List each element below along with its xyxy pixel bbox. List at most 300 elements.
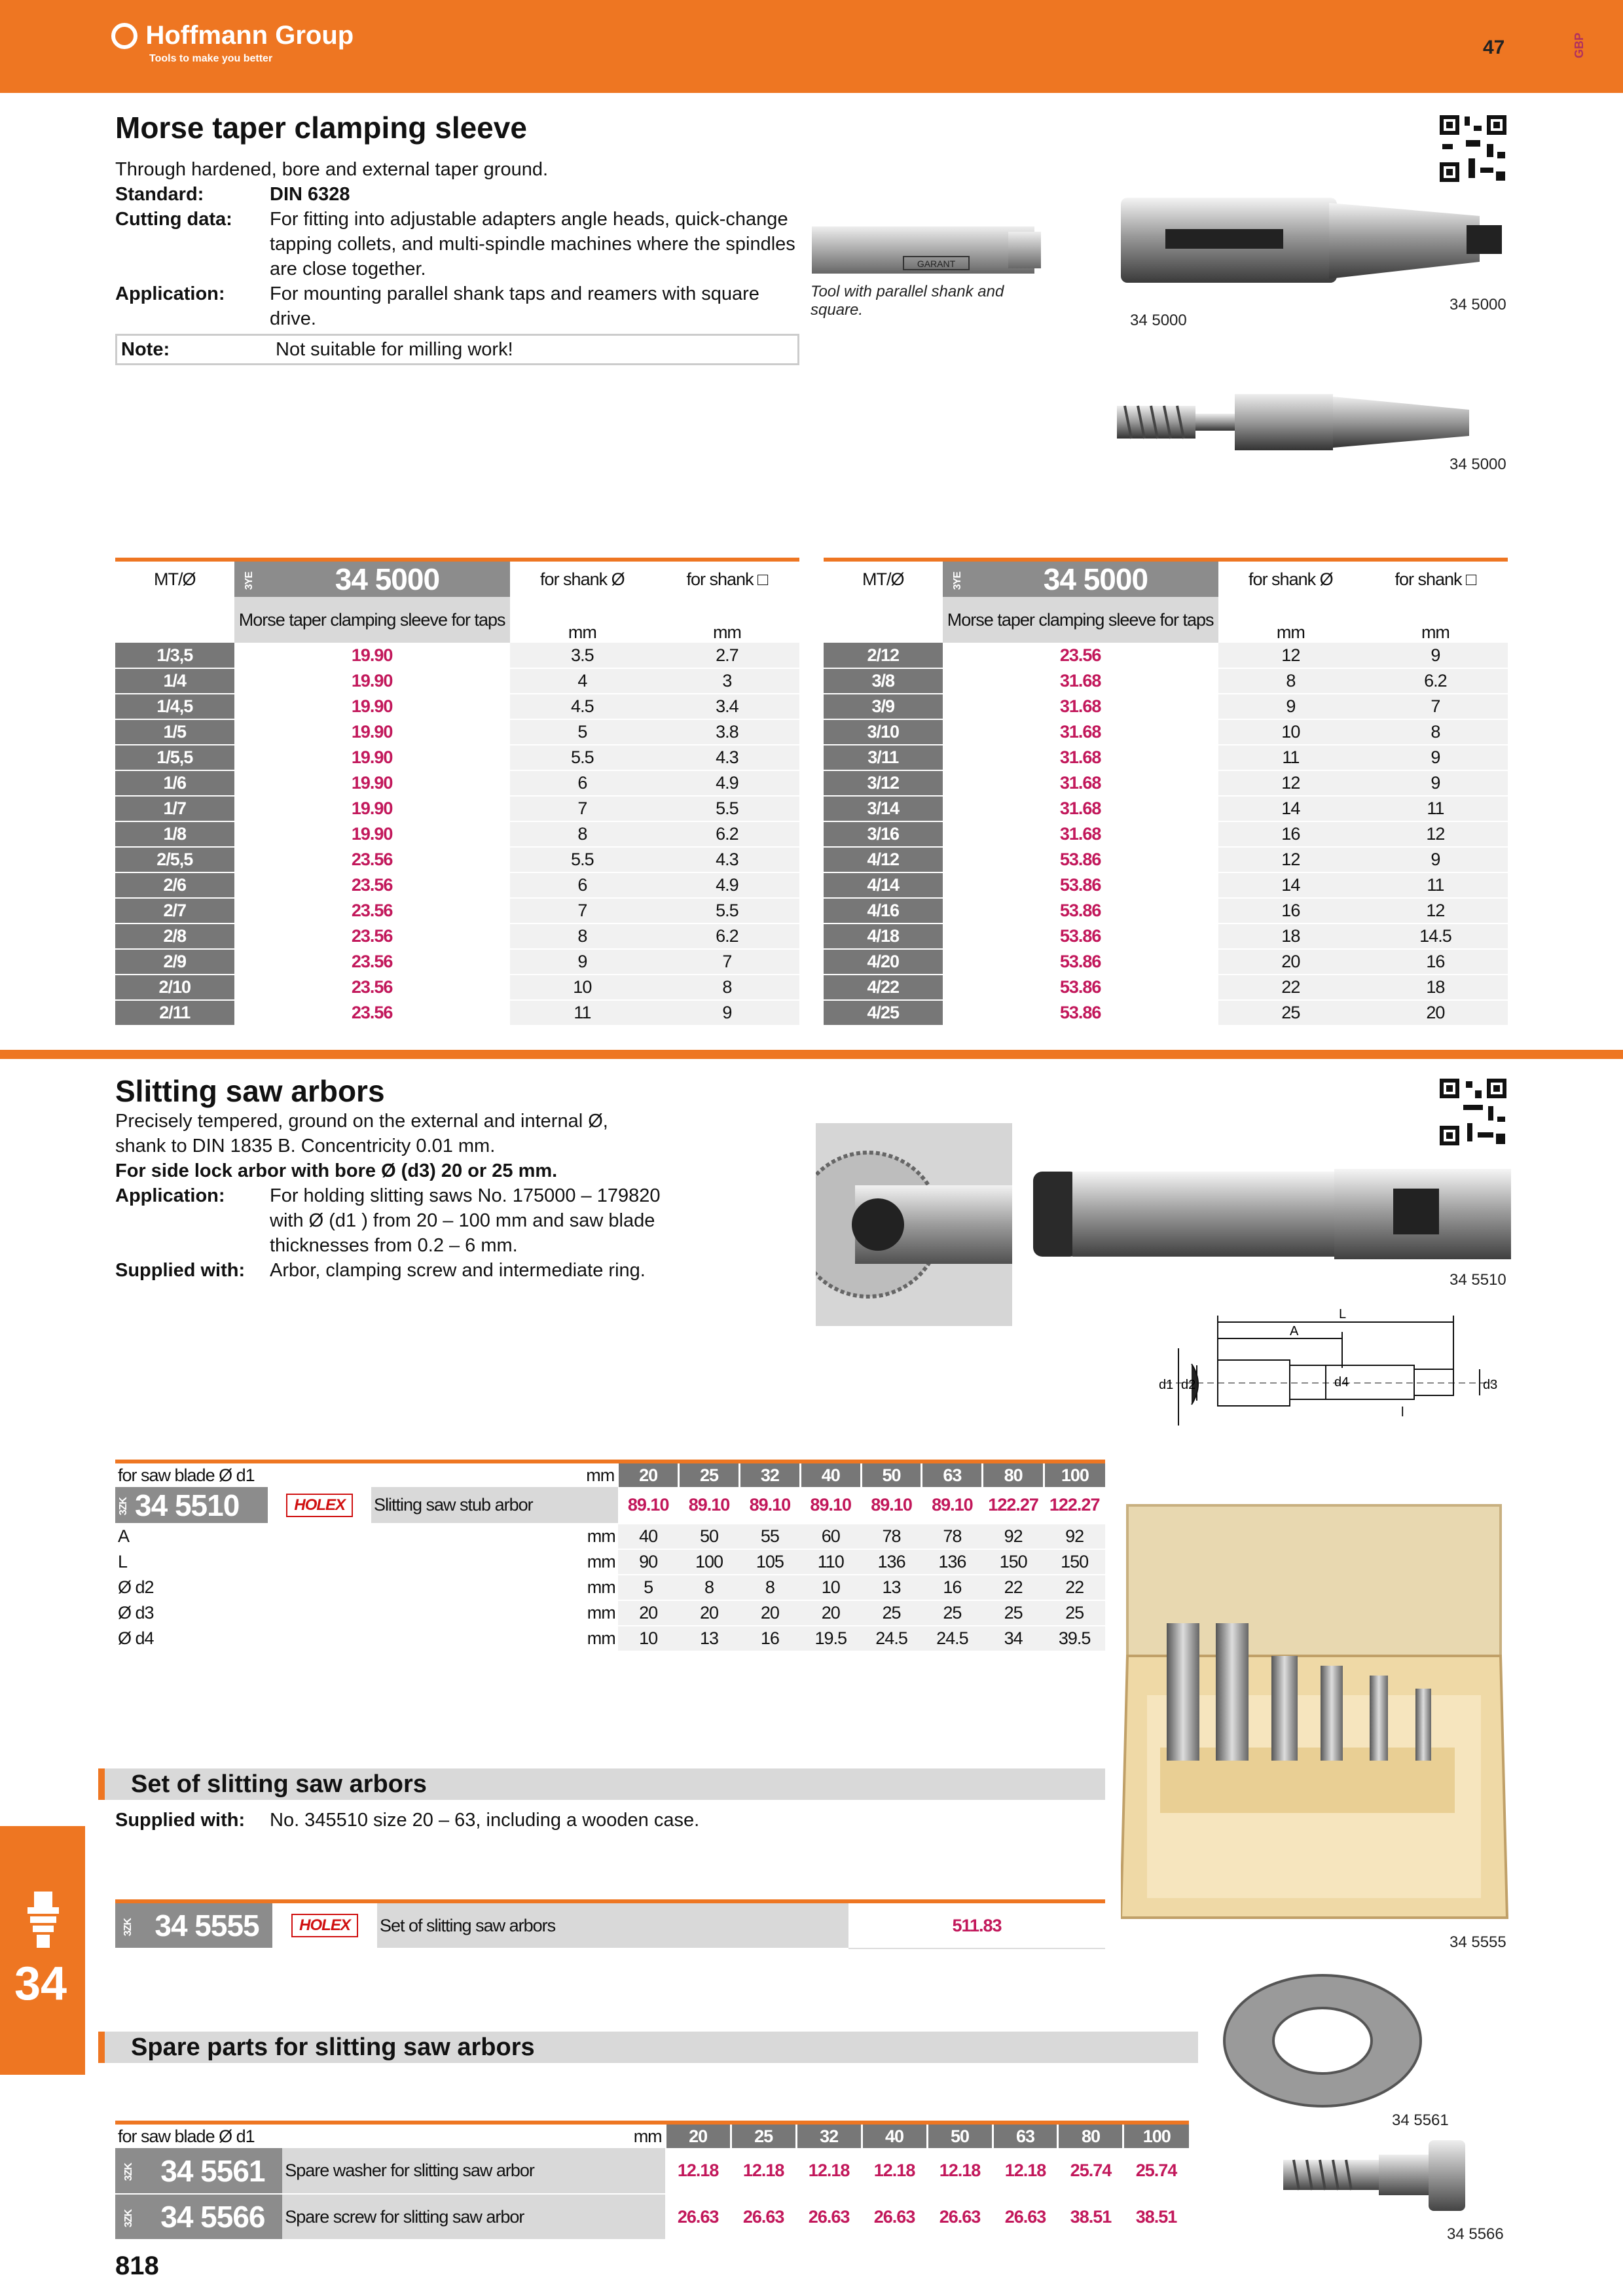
dimension-row	[115, 1575, 1105, 1600]
chapter-tab[interactable]	[0, 1826, 85, 2075]
morse-row	[115, 668, 799, 694]
shank-diameter: 18	[1218, 924, 1363, 949]
dimension-row	[115, 1626, 1105, 1651]
shank-diameter: 9	[1218, 694, 1363, 719]
morse-row	[115, 745, 799, 770]
price: 31.68	[943, 770, 1218, 796]
shank-square: 3.8	[655, 719, 799, 745]
saw-blade-diameter-label: for saw blade Ø d1	[118, 1465, 255, 1485]
price: 38.51	[1058, 2194, 1123, 2240]
dimension-value: 55	[739, 1524, 800, 1549]
shank-diameter: 11	[1218, 745, 1363, 770]
unit-mm: mm	[633, 2126, 662, 2146]
shank-square: 16	[1363, 949, 1508, 975]
image-code-sleeve-a: 34 5000	[1130, 312, 1187, 329]
dimension-value: 5	[618, 1575, 679, 1600]
section-title-slitting: Slitting saw arbors	[115, 1074, 385, 1108]
mt-size: 4/22	[824, 975, 943, 1000]
section-title-set: Set of slitting saw arbors	[98, 1768, 1105, 1800]
set-price: 511.83	[848, 1901, 1105, 1948]
mt-size: 1/6	[115, 770, 234, 796]
shank-square: 20	[1363, 1000, 1508, 1026]
dimension-row	[115, 1549, 1105, 1575]
dimension-value: 92	[983, 1524, 1044, 1549]
footer-page-number: 818	[115, 2251, 159, 2280]
header-bar	[0, 0, 1623, 93]
mt-size: 4/20	[824, 949, 943, 975]
set-description	[115, 1808, 835, 1833]
mt-size: 3/14	[824, 796, 943, 821]
morse-row	[115, 847, 799, 872]
mt-size: 1/5	[115, 719, 234, 745]
shank-square: 14.5	[1363, 924, 1508, 949]
price: 31.68	[943, 694, 1218, 719]
shank-diameter: 12	[1218, 770, 1363, 796]
dimension-value: 39.5	[1044, 1626, 1105, 1651]
dimension-value: 24.5	[861, 1626, 922, 1651]
price: 19.90	[234, 668, 510, 694]
dimension-value: 22	[983, 1575, 1044, 1600]
morse-table-right	[824, 558, 1508, 1026]
mt-size: 4/12	[824, 847, 943, 872]
morse-row	[115, 949, 799, 975]
price: 19.90	[234, 821, 510, 847]
value-application: For mounting parallel shank taps and reamers with square drive.	[270, 283, 759, 329]
slitting-bore-note: For side lock arbor with bore Ø (d3) 20 or 25 mm.	[115, 1160, 558, 1181]
image-code-set: 34 5555	[1450, 1933, 1506, 1951]
dimension-value: 20	[800, 1600, 861, 1626]
price: 89.10	[861, 1487, 922, 1524]
shank-diameter: 4	[510, 668, 655, 694]
price: 31.68	[943, 821, 1218, 847]
mt-size: 1/5,5	[115, 745, 234, 770]
value-note: Not suitable for milling work!	[276, 339, 513, 360]
mt-size: 3/12	[824, 770, 943, 796]
shank-square: 7	[655, 949, 799, 975]
image-code-screw: 34 5566	[1447, 2225, 1504, 2243]
dimension-value: 10	[800, 1575, 861, 1600]
price: 26.63	[796, 2194, 862, 2240]
morse-description	[115, 157, 799, 365]
price: 12.18	[796, 2148, 862, 2194]
image-code-sleeve-b: 34 5000	[1450, 296, 1506, 314]
dimension-A: A	[1290, 1324, 1299, 1338]
brand-tagline: Tools to make you better	[149, 53, 273, 64]
price: 31.68	[943, 719, 1218, 745]
shank-diameter: 12	[1218, 643, 1363, 668]
dimension-value: 136	[922, 1549, 983, 1575]
morse-table-left	[115, 558, 799, 1026]
morse-row	[824, 643, 1508, 668]
shank-square: 3.4	[655, 694, 799, 719]
price: 122.27	[983, 1487, 1044, 1524]
mt-size: 2/10	[115, 975, 234, 1000]
price: 53.86	[943, 847, 1218, 872]
morse-row	[115, 719, 799, 745]
article-code: 3ZK	[123, 2163, 135, 2181]
price: 12.18	[927, 2148, 993, 2194]
morse-row	[824, 745, 1508, 770]
article-number: 34 5000	[973, 560, 1218, 597]
size-50: 50	[861, 1462, 922, 1487]
dimension-value: 8	[679, 1575, 740, 1600]
shank-square: 9	[655, 1000, 799, 1026]
product-name: Spare screw for slitting saw arbor	[282, 2194, 665, 2240]
dimension-value: 25	[1044, 1600, 1105, 1626]
dimension-value: 16	[739, 1626, 800, 1651]
morse-row	[824, 796, 1508, 821]
shank-diameter: 8	[1218, 668, 1363, 694]
mt-size: 1/8	[115, 821, 234, 847]
shank-square: 11	[1363, 796, 1508, 821]
price: 53.86	[943, 898, 1218, 924]
dimension-l: l	[1401, 1405, 1404, 1420]
size-50: 50	[927, 2123, 993, 2148]
mt-size: 4/18	[824, 924, 943, 949]
spare-parts-table	[115, 2121, 1189, 2240]
shank-diameter: 16	[1218, 898, 1363, 924]
dimension-label: Ø d3	[115, 1600, 565, 1626]
size-20: 20	[618, 1462, 679, 1487]
shank-square: 8	[1363, 719, 1508, 745]
price: 53.86	[943, 924, 1218, 949]
dimension-value: 34	[983, 1626, 1044, 1651]
mt-size: 1/3,5	[115, 643, 234, 668]
morse-intro: Through hardened, bore and external taper ground.	[115, 159, 549, 180]
size-32: 32	[739, 1462, 800, 1487]
slitting-intro: Precisely tempered, ground on the external and internal Ø, shank to DIN 1835 B. Concentricity 0.01 mm.	[115, 1111, 608, 1157]
size-25: 25	[731, 2123, 796, 2148]
price: 38.51	[1123, 2194, 1189, 2240]
price: 12.18	[993, 2148, 1058, 2194]
dimension-value: 20	[739, 1600, 800, 1626]
article-code: 3ZK	[118, 1498, 129, 1516]
catalog-page-number: 47	[1483, 37, 1505, 58]
size-40: 40	[862, 2123, 927, 2148]
mt-size: 2/9	[115, 949, 234, 975]
price: 89.10	[739, 1487, 800, 1524]
article-code: 3YE	[951, 571, 963, 590]
shank-square: 4.3	[655, 745, 799, 770]
spare-row	[115, 2148, 1189, 2194]
price: 19.90	[234, 796, 510, 821]
arbor-with-saw-photo	[816, 1123, 1012, 1326]
price: 19.90	[234, 719, 510, 745]
value-supplied: No. 345510 size 20 – 63, including a wooden case.	[270, 1810, 700, 1831]
price: 31.68	[943, 668, 1218, 694]
dimension-label: Ø d2	[115, 1575, 565, 1600]
unit: mm	[565, 1524, 618, 1549]
size-20: 20	[665, 2123, 731, 2148]
price: 26.63	[993, 2194, 1058, 2240]
shank-diameter: 11	[510, 1000, 655, 1026]
morse-row	[824, 949, 1508, 975]
dimension-value: 60	[800, 1524, 861, 1549]
article-number: 34 5566	[143, 2194, 283, 2240]
price: 19.90	[234, 694, 510, 719]
shank-square: 9	[1363, 745, 1508, 770]
price: 53.86	[943, 872, 1218, 898]
article-number-text: 34 5510	[135, 1488, 240, 1522]
morse-row	[115, 898, 799, 924]
value-application: For holding slitting saws No. 175000 – 179820 with Ø (d1 ) from 20 – 100 mm and saw blade thicknesses from 0.2 – 6 mm.	[270, 1185, 661, 1256]
shank-square: 4.3	[655, 847, 799, 872]
qr-code-icon[interactable]	[1437, 113, 1509, 185]
spare-screw-image	[1281, 2136, 1470, 2215]
col-mt: MT/Ø	[154, 569, 196, 589]
morse-row	[824, 847, 1508, 872]
shank-diameter: 12	[1218, 847, 1363, 872]
morse-row	[115, 770, 799, 796]
dimension-label: L	[115, 1549, 565, 1575]
qr-code-icon[interactable]	[1437, 1076, 1509, 1148]
dimension-value: 50	[679, 1524, 740, 1549]
mt-size: 2/7	[115, 898, 234, 924]
shank-square: 5.5	[655, 796, 799, 821]
shank-diameter: 8	[510, 924, 655, 949]
morse-row	[824, 719, 1508, 745]
price: 53.86	[943, 975, 1218, 1000]
saw-blade-diameter-label: for saw blade Ø d1	[118, 2126, 255, 2146]
label-standard: Standard:	[115, 184, 204, 205]
price: 89.10	[618, 1487, 679, 1524]
price: 31.68	[943, 796, 1218, 821]
unit-mm: mm	[712, 622, 741, 642]
unit: mm	[565, 1600, 618, 1626]
dimension-value: 110	[800, 1549, 861, 1575]
price: 122.27	[1044, 1487, 1105, 1524]
chapter-tool-icon	[25, 1892, 62, 1950]
dimension-label: A	[115, 1524, 565, 1549]
article-number	[115, 1487, 268, 1524]
dimension-value: 150	[983, 1549, 1044, 1575]
brand-cell	[268, 1487, 371, 1524]
price: 89.10	[800, 1487, 861, 1524]
shank-diameter: 7	[510, 898, 655, 924]
dimension-row	[115, 1600, 1105, 1626]
shank-diameter: 6	[510, 770, 655, 796]
shank-diameter: 5.5	[510, 847, 655, 872]
mt-size: 1/7	[115, 796, 234, 821]
shank-diameter: 8	[510, 821, 655, 847]
shank-square: 9	[1363, 847, 1508, 872]
morse-row	[115, 975, 799, 1000]
shank-diameter: 7	[510, 796, 655, 821]
image-code-tap: 34 5000	[1450, 456, 1506, 473]
dimension-value: 8	[739, 1575, 800, 1600]
col-mt: MT/Ø	[862, 569, 904, 589]
shank-square: 8	[655, 975, 799, 1000]
slitting-description	[115, 1109, 799, 1283]
article-code: 3YE	[243, 571, 255, 590]
mt-size: 1/4	[115, 668, 234, 694]
dimension-d1: d1	[1159, 1378, 1174, 1392]
shank-square: 6.2	[655, 821, 799, 847]
mt-size: 4/16	[824, 898, 943, 924]
shank-diameter: 6	[510, 872, 655, 898]
article-description: Morse taper clamping sleeve for taps	[234, 597, 510, 643]
dimension-label: Ø d4	[115, 1626, 565, 1651]
price: 31.68	[943, 745, 1218, 770]
morse-row	[824, 821, 1508, 847]
size-32: 32	[796, 2123, 862, 2148]
morse-row	[824, 898, 1508, 924]
slitting-arbor-table	[115, 1460, 1105, 1652]
dimension-value: 10	[618, 1626, 679, 1651]
shank-diameter: 22	[1218, 975, 1363, 1000]
tool-parallel-shank-image	[811, 221, 1046, 280]
tap-in-sleeve-image	[1112, 386, 1478, 458]
mt-size: 3/10	[824, 719, 943, 745]
morse-row	[824, 872, 1508, 898]
price: 53.86	[943, 1000, 1218, 1026]
article-number: 34 5000	[264, 560, 510, 597]
shank-square: 11	[1363, 872, 1508, 898]
dimension-value: 13	[861, 1575, 922, 1600]
article-code: 3ZK	[122, 1918, 134, 1936]
shank-square: 12	[1363, 898, 1508, 924]
dimension-value: 25	[983, 1600, 1044, 1626]
brand-logo[interactable]	[111, 21, 354, 65]
article-row	[115, 1487, 1105, 1524]
dimension-value: 16	[922, 1575, 983, 1600]
morse-row	[115, 694, 799, 719]
price: 12.18	[665, 2148, 731, 2194]
col-shank-diameter: for shank Ø	[540, 569, 625, 589]
morse-row	[115, 872, 799, 898]
mt-size: 4/25	[824, 1000, 943, 1026]
morse-row	[115, 821, 799, 847]
article-number: 34 5561	[143, 2148, 283, 2194]
mt-size: 1/4,5	[115, 694, 234, 719]
price: 89.10	[679, 1487, 740, 1524]
dimension-value: 92	[1044, 1524, 1105, 1549]
mt-size: 2/11	[115, 1000, 234, 1026]
shank-diameter: 10	[1218, 719, 1363, 745]
price: 89.10	[922, 1487, 983, 1524]
dimension-value: 22	[1044, 1575, 1105, 1600]
mt-size: 3/8	[824, 668, 943, 694]
shank-square: 12	[1363, 821, 1508, 847]
morse-row	[824, 924, 1508, 949]
label-application: Application:	[115, 1185, 225, 1206]
size-80: 80	[983, 1462, 1044, 1487]
dimension-value: 19.5	[800, 1626, 861, 1651]
morse-row	[824, 668, 1508, 694]
price: 19.90	[234, 643, 510, 668]
shank-diameter: 10	[510, 975, 655, 1000]
image-code-arbor: 34 5510	[1450, 1271, 1506, 1289]
tool-caption: Tool with parallel shank and square.	[811, 283, 1004, 319]
shank-diameter: 20	[1218, 949, 1363, 975]
morse-row	[115, 924, 799, 949]
dimension-value: 25	[922, 1600, 983, 1626]
col-shank-diameter: for shank Ø	[1249, 569, 1333, 589]
size-40: 40	[800, 1462, 861, 1487]
dimension-d2: d2	[1181, 1378, 1196, 1392]
spare-row	[115, 2194, 1189, 2240]
price: 26.63	[731, 2194, 796, 2240]
price: 12.18	[862, 2148, 927, 2194]
article-code-cell	[115, 2194, 143, 2240]
set-name: Set of slitting saw arbors	[377, 1901, 848, 1948]
dimension-value: 24.5	[922, 1626, 983, 1651]
dimension-L: L	[1339, 1309, 1347, 1321]
mt-size: 2/6	[115, 872, 234, 898]
dimension-value: 100	[679, 1549, 740, 1575]
shank-square: 6.2	[1363, 668, 1508, 694]
price: 23.56	[234, 975, 510, 1000]
dimension-d3: d3	[1483, 1378, 1498, 1392]
article-code: 3ZK	[123, 2209, 135, 2227]
price: 12.18	[731, 2148, 796, 2194]
price: 19.90	[234, 770, 510, 796]
shank-square: 7	[1363, 694, 1508, 719]
label-supplied: Supplied with:	[115, 1810, 246, 1831]
morse-row	[824, 1000, 1508, 1026]
price: 23.56	[234, 949, 510, 975]
price: 25.74	[1058, 2148, 1123, 2194]
value-standard: DIN 6328	[270, 184, 350, 205]
col-shank-square: for shank □	[1395, 569, 1476, 589]
article-description: Morse taper clamping sleeve for taps	[943, 597, 1218, 643]
shank-square: 6.2	[655, 924, 799, 949]
value-supplied: Arbor, clamping screw and intermediate ring.	[270, 1260, 646, 1281]
dimension-value: 90	[618, 1549, 679, 1575]
mt-size: 2/8	[115, 924, 234, 949]
dimension-value: 150	[1044, 1549, 1105, 1575]
article-number: 34 5555	[141, 1901, 272, 1948]
size-100: 100	[1044, 1462, 1105, 1487]
shank-square: 18	[1363, 975, 1508, 1000]
shank-diameter: 14	[1218, 872, 1363, 898]
article-code-cell	[115, 2148, 143, 2194]
size-63: 63	[993, 2123, 1058, 2148]
size-63: 63	[922, 1462, 983, 1487]
shank-diameter: 14	[1218, 796, 1363, 821]
mt-size: 2/12	[824, 643, 943, 668]
shank-square: 4.9	[655, 770, 799, 796]
mt-size: 4/14	[824, 872, 943, 898]
section-divider	[0, 1050, 1623, 1059]
hoffmann-logo-icon	[111, 23, 137, 49]
morse-row	[115, 643, 799, 668]
price: 23.56	[234, 847, 510, 872]
mt-size: 2/5,5	[115, 847, 234, 872]
unit: mm	[565, 1626, 618, 1651]
morse-row	[115, 1000, 799, 1026]
clamping-sleeve-image	[1113, 190, 1506, 295]
shank-square: 2.7	[655, 643, 799, 668]
morse-row	[824, 770, 1508, 796]
price: 23.56	[234, 898, 510, 924]
unit-mm: mm	[1421, 622, 1450, 642]
holex-logo: HOLEX	[286, 1494, 353, 1517]
label-cutting-data: Cutting data:	[115, 209, 232, 230]
language-code: GBP	[1573, 33, 1586, 59]
dimension-value: 20	[618, 1600, 679, 1626]
price: 23.56	[234, 1000, 510, 1026]
price: 26.63	[665, 2194, 731, 2240]
shank-square: 9	[1363, 770, 1508, 796]
section-title-morse: Morse taper clamping sleeve	[115, 111, 527, 145]
label-note: Note:	[121, 339, 170, 360]
dimension-value: 25	[861, 1600, 922, 1626]
price: 23.56	[234, 924, 510, 949]
dimension-value: 78	[861, 1524, 922, 1549]
holex-logo: HOLEX	[291, 1914, 358, 1937]
wooden-case-set-image	[1121, 1499, 1508, 1931]
